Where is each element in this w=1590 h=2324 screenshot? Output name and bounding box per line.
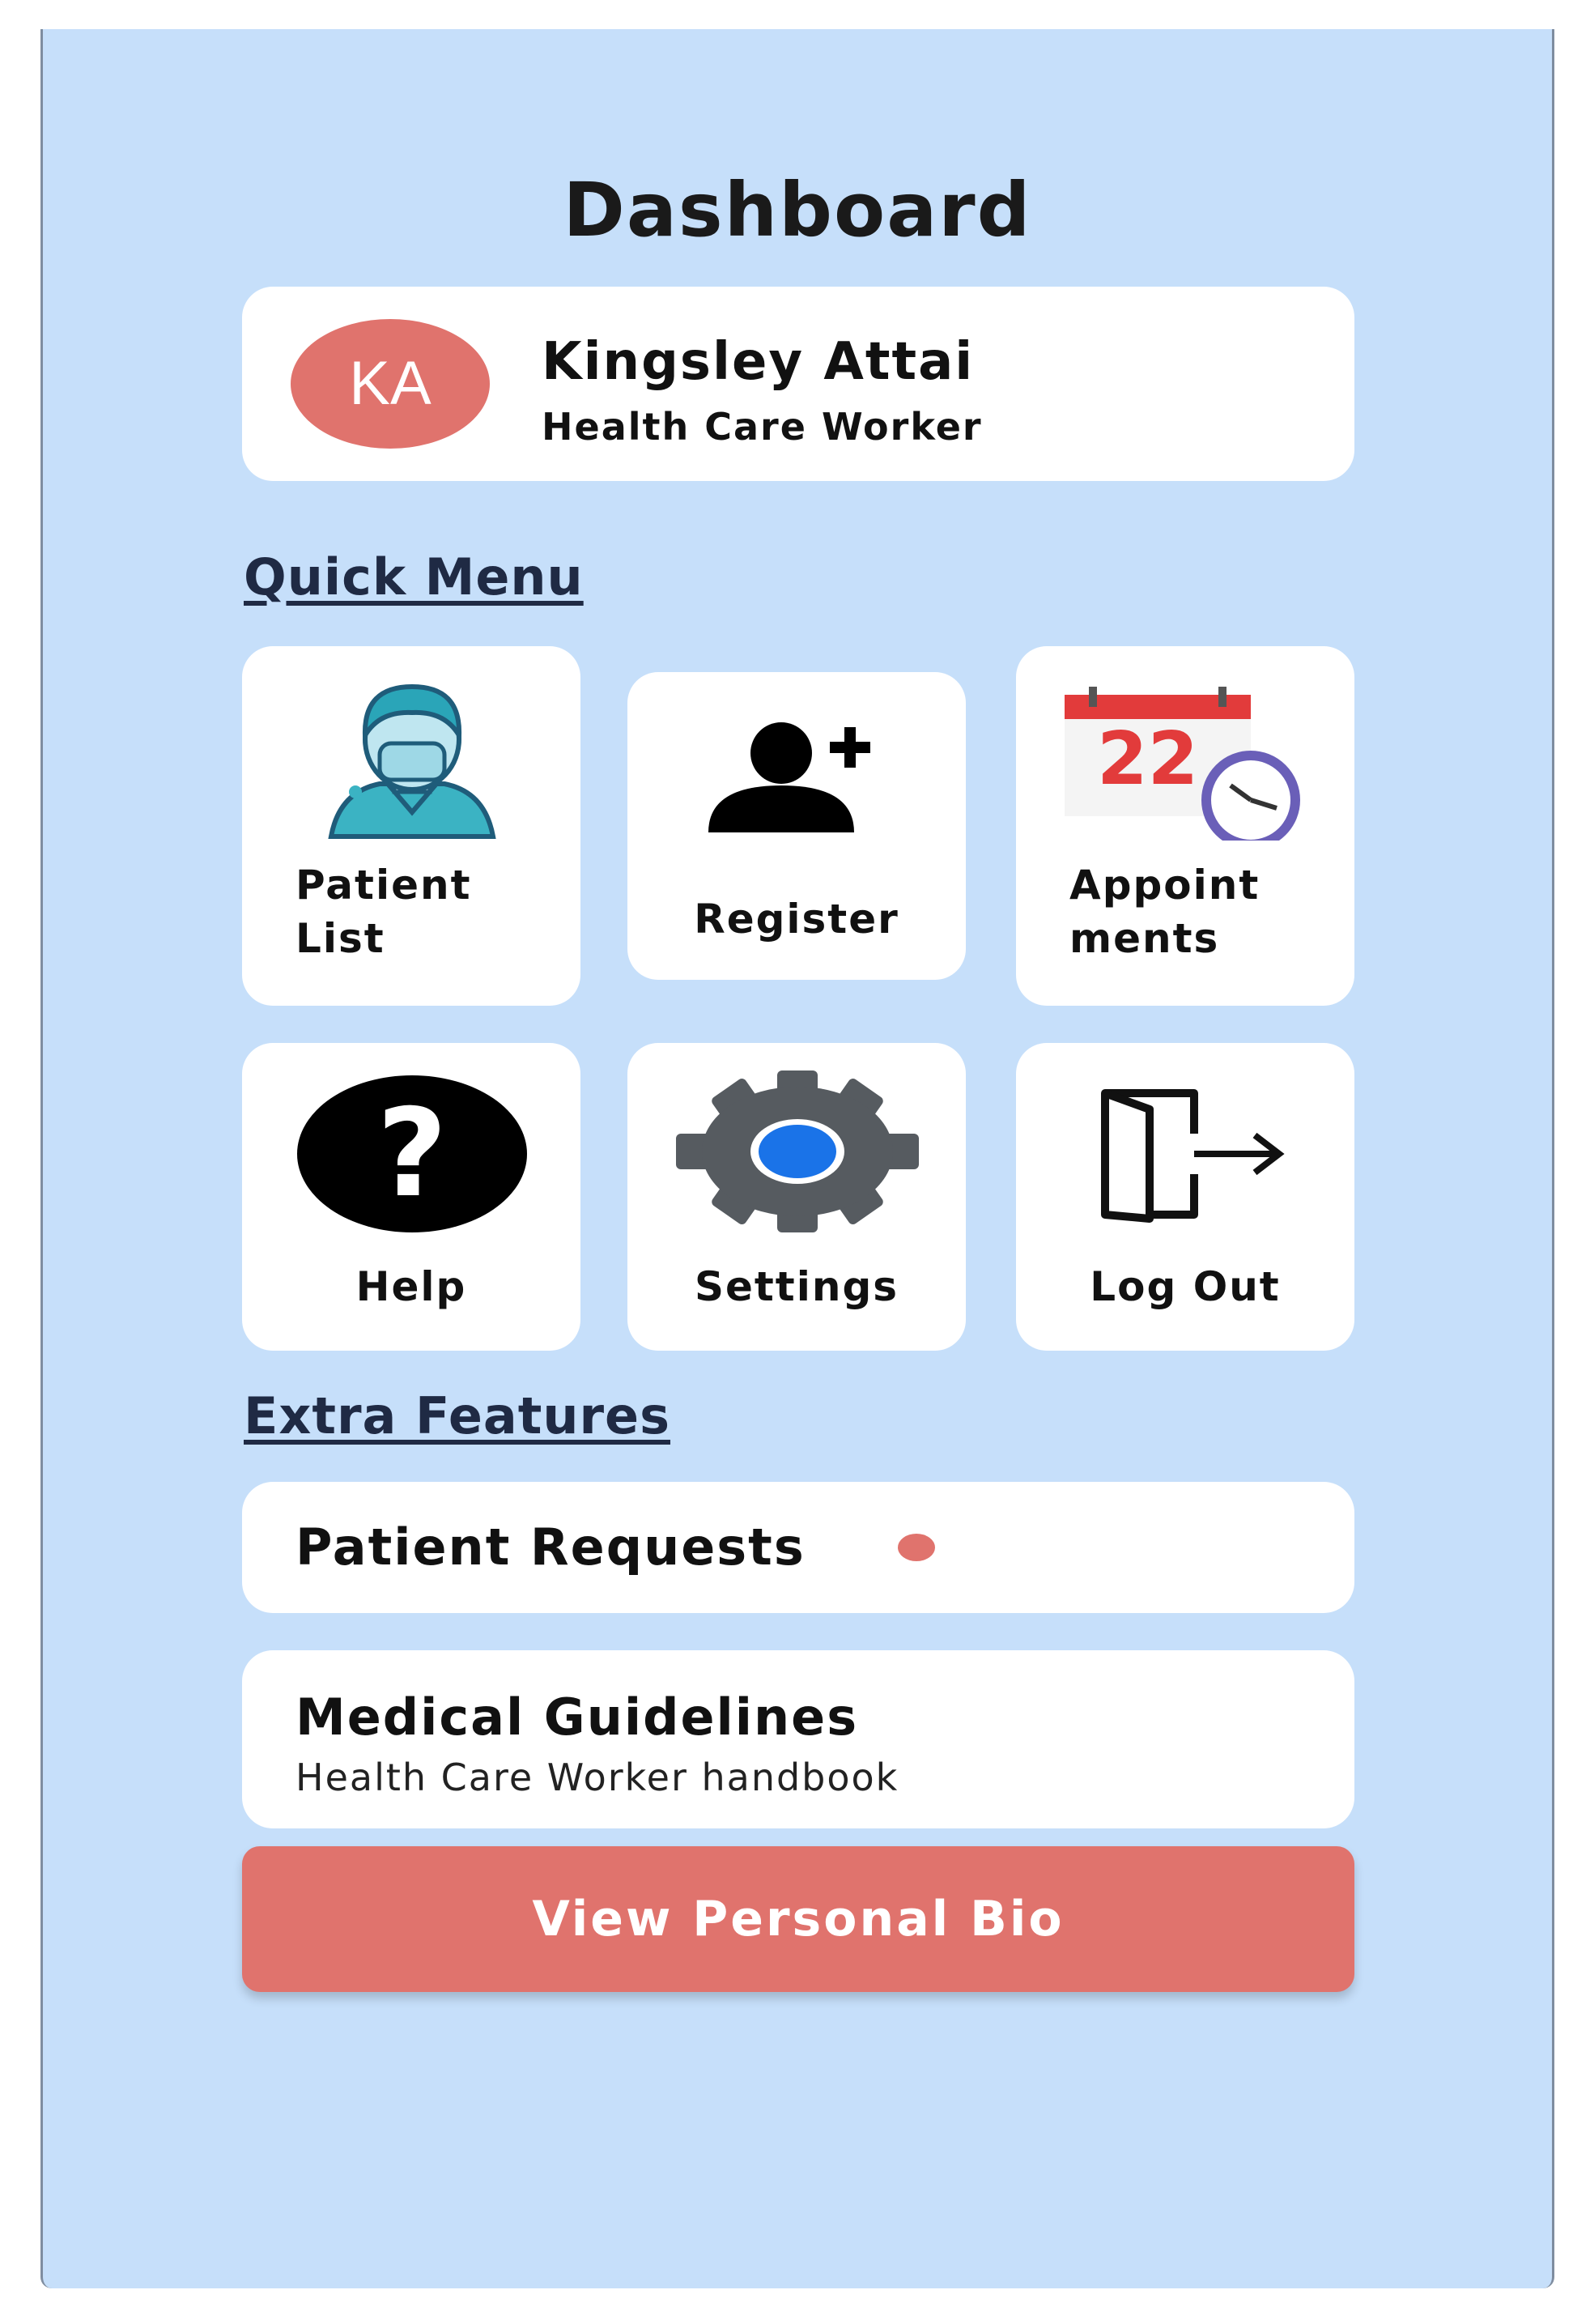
profile-name: Kingsley Attai (542, 332, 975, 392)
logout-label: Log Out (1090, 1263, 1281, 1310)
logout-tile[interactable] (1016, 1043, 1354, 1351)
patient-list-tile[interactable] (242, 646, 580, 1006)
profile-card[interactable] (242, 287, 1354, 481)
quick-menu-heading: Quick Menu (244, 547, 584, 607)
register-label: Register (694, 896, 899, 943)
notification-dot (898, 1534, 935, 1561)
patient-requests-card[interactable] (242, 1482, 1354, 1613)
medical-guidelines-card[interactable] (242, 1650, 1354, 1828)
help-label: Help (355, 1263, 467, 1310)
avatar: KA (291, 319, 490, 449)
patient-requests-label: Patient Requests (295, 1517, 806, 1577)
dashboard-screen (40, 29, 1554, 2288)
appointments-label-line1: Appoint (1069, 862, 1261, 909)
settings-label: Settings (694, 1263, 899, 1310)
patient-icon (323, 679, 501, 841)
medical-guidelines-subtitle: Health Care Worker handbook (295, 1756, 899, 1799)
calendar-day: 22 (1097, 717, 1199, 802)
extra-features-heading: Extra Features (244, 1386, 671, 1445)
patient-list-label-line1: Patient (295, 862, 472, 909)
calendar-clock-icon (1065, 687, 1307, 841)
patient-list-label-line2: List (295, 915, 385, 962)
page-title: Dashboard (563, 167, 1032, 253)
register-tile[interactable] (627, 672, 966, 980)
add-user-icon (692, 719, 903, 832)
medical-guidelines-title: Medical Guidelines (295, 1688, 859, 1747)
settings-tile[interactable] (627, 1043, 966, 1351)
view-personal-bio-button[interactable]: View Personal Bio (242, 1846, 1354, 1992)
help-icon: ? (297, 1075, 527, 1232)
profile-role: Health Care Worker (542, 405, 983, 449)
gear-icon (676, 1070, 919, 1232)
appointments-label-line2: ments (1069, 915, 1220, 962)
logout-icon (1081, 1085, 1291, 1223)
appointments-tile[interactable] (1016, 646, 1354, 1006)
help-tile[interactable] (242, 1043, 580, 1351)
